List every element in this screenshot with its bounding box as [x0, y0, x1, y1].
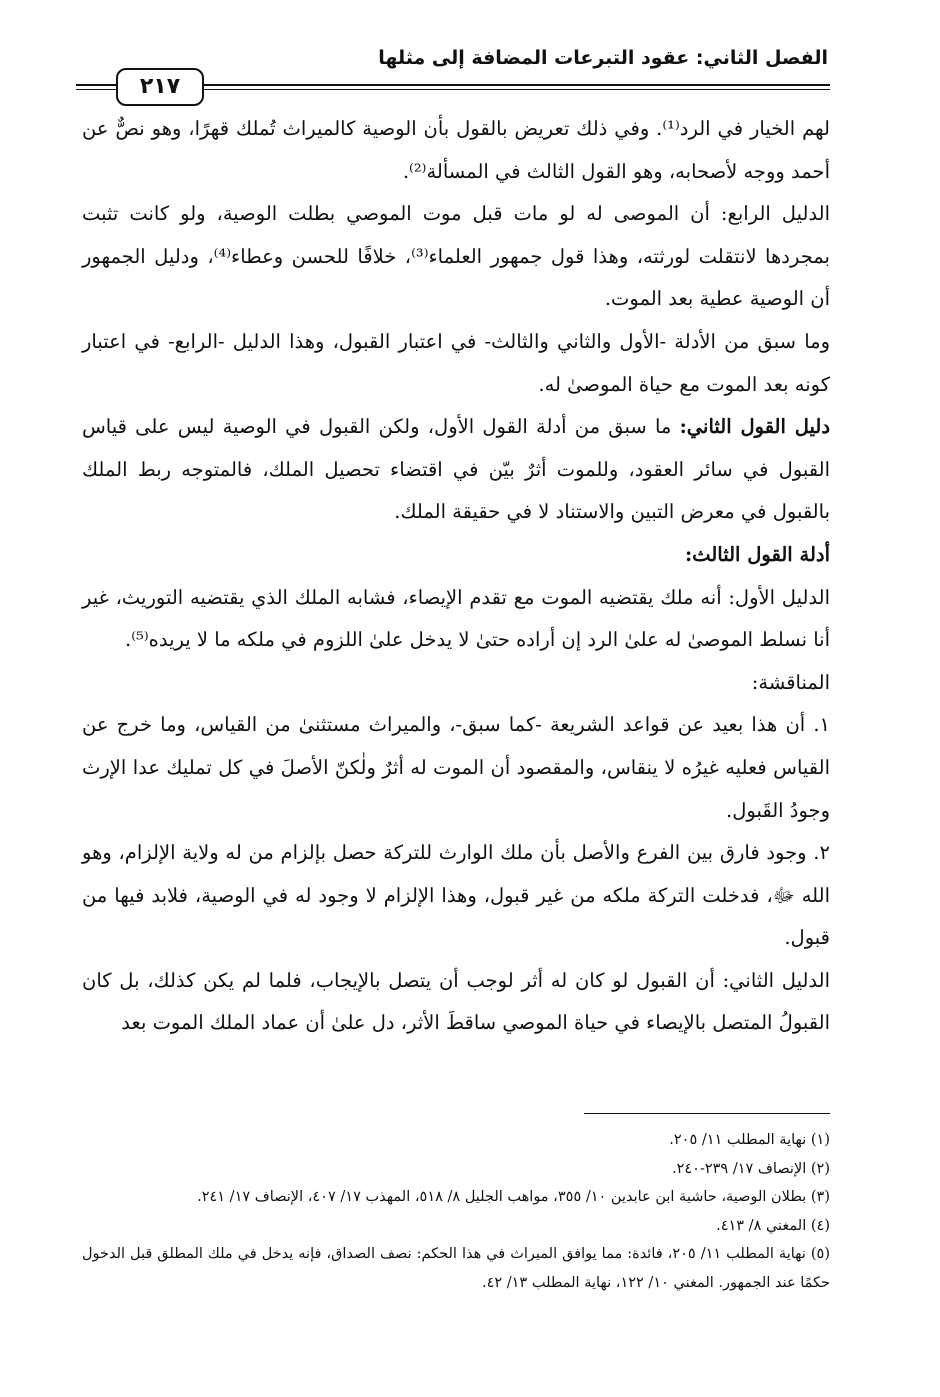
footnote-4: (٤) المغني ٨/ ٤١٣.: [716, 1217, 830, 1234]
paragraph-9: ٢. وجود فارق بين الفرع والأصل بأن ملك الوارث للتركة حصل بإلزام من له ولاية الإلزام، وهو الله ﷻ، فدخلت التركة ملكه من غير قبول، وهذا الإلزام لا وجود له في الوصية، فلابد فيها من قبول.: [82, 841, 830, 950]
paragraph-4: [82, 406, 830, 534]
body-text: [82, 108, 830, 1045]
footnote-3: (٣) بطلان الوصية، حاشية ابن عابدين ١٠/ ٣٥٥، مواهب الجليل ٨/ ٥١٨، المهذب ١٧/ ٤٠٧، الإنصاف ١٧/ ٢٤١.: [197, 1189, 830, 1205]
footnote-separator: [584, 1113, 830, 1114]
section-heading: أدلة القول الثالث:: [684, 542, 830, 566]
footnote-1: (١) نهاية المطلب ١١/ ٢٠٥.: [669, 1132, 830, 1148]
paragraph-8: ١. أن هذا بعيد عن قواعد الشريعة -كما سبق-، والميراث مستثنىٰ من القياس، وما خرج عن القياس فعليه غيرُه لا ينقاس، والمقصود أن الموت له أثرٌ ولٰكنّ الأصلَ في كل تمليك عدا الإرث وجودُ القَبول.: [82, 713, 830, 822]
footnote-2: (٢) الإنصاف ١٧/ ٢٣٩-٢٤٠.: [671, 1160, 830, 1177]
paragraph-1: لهم الخيار في الرد⁽¹⁾. وفي ذلك تعريض بالقول بأن الوصية كالميراث تُملك قهرًا، وهو نصٌّ عن أحمد ووجه لأصحابه، وهو القول الثالث في المسألة⁽²⁾.: [82, 117, 830, 183]
paragraph-4-heading: دليل القول الثاني:: [679, 415, 830, 439]
paragraph-10: الدليل الثاني: أن القبول لو كان له أثر لوجب أن يتصل بالإيجاب، فلما لم يكن كذلك، بل كان القبولُ المتصل بالإيصاء في حياة الموصي ساقطَ الأثر، دل علىٰ أن عماد الملك الموت بعد: [82, 968, 830, 1035]
paragraph-7: المناقشة:: [751, 670, 830, 694]
running-header: الفصل الثاني: عقود التبرعات المضافة إلى مثلها: [378, 47, 828, 69]
paragraph-3: وما سبق من الأدلة -الأول والثاني والثالث- في اعتبار القبول، وهذا الدليل -الرابع- في اعتبار كونه بعد الموت مع حياة الموصىٰ له.: [82, 329, 830, 396]
paragraph-6: الدليل الأول: أنه ملك يقتضيه الموت مع تقدم الإيصاء، فشابه الملك الذي يقتضيه التوريث، غير أنا نسلط الموصىٰ له علىٰ الرد إن أراده حتىٰ لا يدخل علىٰ اللزوم في ملكه ما لا يريده⁽⁵⁾.: [82, 585, 830, 652]
footnote-5: (٥) نهاية المطلب ١١/ ٢٠٥، فائدة: مما يوافق الميراث في هذا الحكم: نصف الصداق، فإنه يدخل في ملك المطلق قبل الدخول حكمًا عند الجمهور. المغني ١٠/ ١٢٢، نهاية المطلب ١٣/ ٤٢.: [82, 1246, 830, 1291]
footnotes: [82, 1126, 830, 1297]
paragraph-2: الدليل الرابع: أن الموصى له لو مات قبل موت الموصي بطلت الوصية، ولو كانت تثبت بمجردها لانتقلت لورثته، وهذا قول جمهور العلماء⁽³⁾، خلافًا للحسن وعطاء⁽⁴⁾، ودليل الجمهور أن الوصية عطية بعد الموت.: [82, 202, 830, 311]
page-number: ٢١٧: [116, 68, 204, 106]
paragraph-4-text: ما سبق من أدلة القول الأول، ولكن القبول في الوصية ليس على قياس القبول في سائر العقود، وللموت أثرٌ بيّن في اقتضاء تحصيل الملك، فالمتوجه ربط الملك بالقبول في معرض التبين والاستناد لا في حقيقة الملك.: [82, 415, 830, 524]
